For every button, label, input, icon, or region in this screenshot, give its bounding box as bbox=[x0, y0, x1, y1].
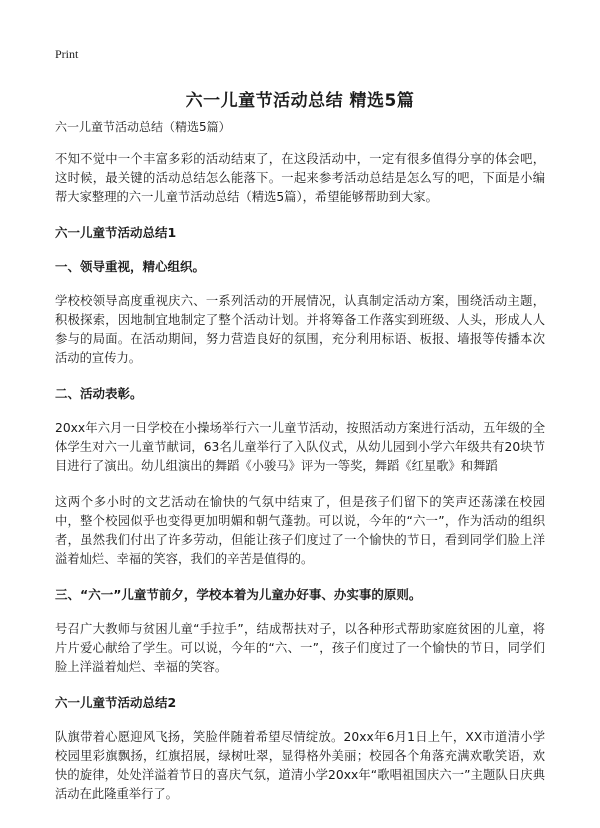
section3-heading: 三、“六一”儿童节前夕，学校本着为儿童办好事、办实事的原则。 bbox=[55, 587, 422, 602]
document-body bbox=[55, 118, 545, 821]
section1-paragraph: 学校校领导高度重视庆六、一系列活动的开展情况，认真制定活动方案，围绕活动主题，积极探索，因地制宜地制定了整个活动计划。并将筹备工作落实到班级、人头，形成人人参与的局面。在活动期间，努力营造良好的氛围，充分利用标语、板报、墙报等传播本次活动的宣传力。 bbox=[55, 294, 545, 365]
document-subtitle: 六一儿童节活动总结（精选5篇） bbox=[55, 120, 231, 134]
print-link[interactable]: Print bbox=[55, 47, 79, 61]
section1-heading: 一、领导重视，精心组织。 bbox=[55, 259, 206, 274]
page-title: 六一儿童节活动总结 精选5篇 bbox=[185, 91, 415, 111]
section2-paragraph-1: 20xx年六月一日学校在小操场举行六一儿童节活动，按照活动方案进行活动，五年级的全体学生对六一儿童节献词，63名儿童举行了入队仪式，从幼儿园到小学六年级共有20块节目进行了演出。幼儿组演出的舞蹈《小骏马》评为一等奖，舞蹈《红星歌》和舞蹈 bbox=[55, 421, 545, 473]
section3-paragraph: 号召广大教师与贫困儿童“手拉手”，结成帮扶对子，以各种形式帮助家庭贫困的儿童，将片片爱心献给了学生。可以说，今年的“六、一”，孩子们度过了一个愉快的节日，同学们脸上洋溢着灿烂、幸福的笑容。 bbox=[55, 622, 545, 674]
summary2-paragraph: 队旗带着心愿迎风飞扬，笑脸伴随着希望尽情绽放。20xx年6月1日上午，XX市道清小学校园里彩旗飘扬，红旗招展，绿树吐翠，显得格外美丽；校园各个角落充满欢歌笑语，欢快的旋律，处处洋溢着节日的喜庆气氛，道清小学20xx年“歌唱祖国庆六一”主题队日庆典活动在此隆重举行了。 bbox=[55, 730, 545, 801]
summary2-heading: 六一儿童节活动总结2 bbox=[55, 695, 177, 710]
section2-heading: 二、活动表彰。 bbox=[55, 386, 143, 401]
intro-paragraph: 不知不觉中一个丰富多彩的活动结束了，在这段活动中，一定有很多值得分享的体会吧，这时候，最关键的活动总结怎么能落下。一起来参考活动总结是怎么写的吧，下面是小编帮大家整理的六一儿童节活动总结（精选5篇），希望能够帮助到大家。 bbox=[55, 152, 545, 204]
section2-paragraph-2: 这两个多小时的文艺活动在愉快的气氛中结束了，但是孩子们留下的笑声还荡漾在校园中，整个校园似乎也变得更加明媚和朝气蓬勃。可以说，今年的“六一”，作为活动的组织者，虽然我们付出了许多劳动，但能让孩子们度过了一个愉快的节日，看到同学们脸上洋溢着灿烂、幸福的笑容，我们的辛苦是值得的。 bbox=[55, 495, 545, 566]
summary1-heading: 六一儿童节活动总结1 bbox=[55, 225, 177, 240]
